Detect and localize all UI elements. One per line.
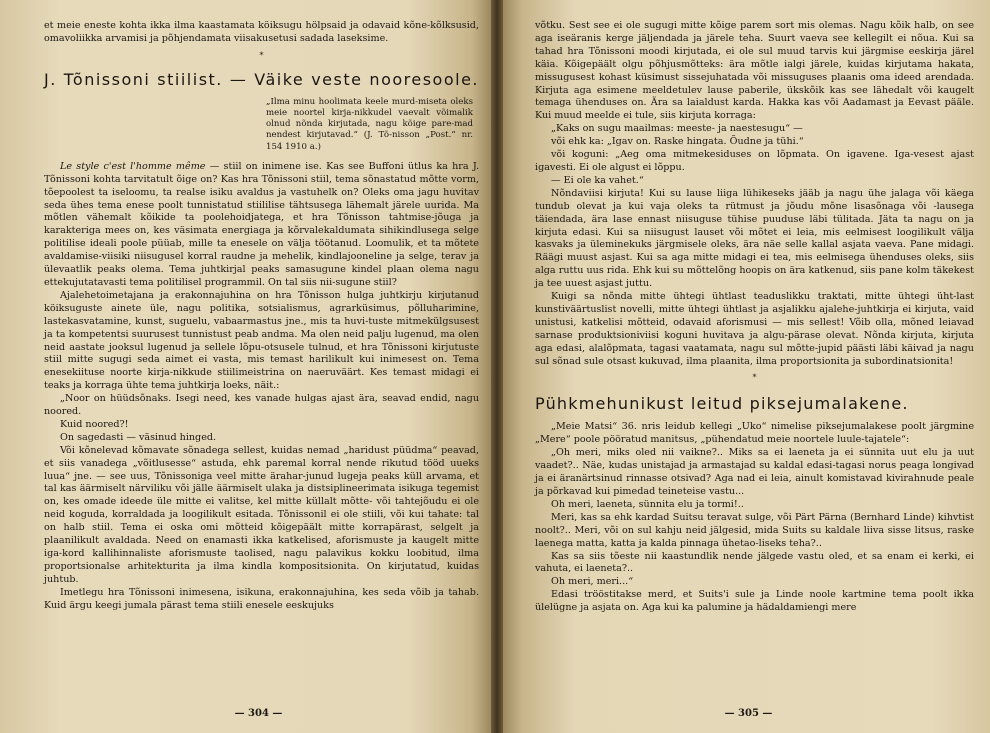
body-paragraph: Kuigi sa nõnda mitte ühtegi ühtlast teaduslikku traktati, mitte ühtegi üht-last kunstiväärtuslist novelli, mitte ühtegi ühtlast ja asjalikku ajalehe-juhtkirja ei kirjuta, vaid unistusi, katkelisi mõtteid, odavaid aforismusi — mis sellest! Võib olla, mõned leiavad sarnase produktsioniviisi koguni huvitava ja algu-pärase olevat. Nõnda kirjuta, kirjuta aga edasi, alalõpmata, tagasi vaatamata, nagu sul mõtte-jupid päästi läbi käivad ja nagu sul sõnad sule otsast kukuvad, ilma plaanita, ilma proportsionita ja subordinatsionita!	[535, 291, 974, 367]
section-separator: *	[752, 373, 757, 383]
page-number: — 304 —	[234, 708, 283, 719]
body-paragraph: Edasi trööstitakse merd, et Suits'i sule ja Linde noole kartmine tema poolt ikka ülelügne ja asjata on. Aga kui ka palumine ja hädaldamiengi mere	[535, 589, 974, 614]
paragraph-text: — stiil on inimene ise. Kas see Buffoni ütlus ka hra J. Tõnissoni kohta tarvitatult õige on? Kas hra Tõnissoni stiil, tema sõnastatud mõtte vorm, tõepoolest ta iseloomu, ta realse isiku avaldus ja vastuhelk on? Oleks oma jagu huvitav seda ühes tema enese poolt tunnistatud stiililise tähtsusega lähemalt järele uurida. Ma mõtlen vähemalt kõikide ta poolehoidjatega, et hra Tõnisson tahtmise-jõuga ja karakteriga mees on, kes väsimata energiaga ja kõrvalekaldumata sihikindlusega selge politilise ideali poole püüab, mille ta enesele on välja töötanud. Loomulik, et ta mõtete avaldamise-viisiki niisugusel korral raudne ja mehelik, kindlajooneline ja selge, terav ja ülevaatlik peaks olema. Tema juhtkirjal peaks samasugune kindel plaan olema nagu ettekujutatavasti tema politilisel programmil. On tal siis nii-sugune stiil?	[44, 160, 479, 288]
body-paragraph: Kas sa siis tõeste nii kaastundlik nende jälgede vastu oled, et sa enam ei kerki, ei vahuta, ei laeneta?..	[535, 550, 974, 575]
epigraph: „Ilma minu hoolimata keele murd-miseta oleks meie noortel kirja-nikkudel vaevalt võimalik olnud nõnda kirjutada, nagu kõige pare-mad nendest kirjutavad.“ (J. Tõ-nisson „Post.“ nr. 154 1910 a.)	[266, 96, 473, 152]
quote-line: Kuid noored?!	[60, 418, 129, 430]
body-paragraph: „Meie Matsi“ 36. nris leidub kellegi „Uko“ nimelise piksejumalakese poolt järgmine „Mere“ poole pööratud manitsus, „pühendatud meie noortele luule-tajatele“:	[535, 421, 974, 446]
section-separator: *	[259, 50, 264, 60]
article-title: J. Tõnissoni stiilist. — Väike veste nooresoole.	[44, 69, 479, 89]
right-page	[497, 0, 990, 733]
italic-lead: Le style c'est l'homme même	[60, 160, 206, 172]
body-paragraph	[44, 161, 479, 290]
article-title: Pühkmehunikust leitud piksejumalakene.	[535, 394, 909, 414]
body-paragraph: võtku. Sest see ei ole sugugi mitte kõige parem sort mis olemas. Nagu kõik halb, on see aga iseäranis kerge jäljendada ja järele teha. Suurt vaeva see kellegilt ei nõua. Kui sa tahad hra Tõnissoni moodi kirjutada, ei ole sul muud tarvis kui järgmise eeskirja järel käia. Kõigepäält olgu põhjusmõtteks: ära mõtle ialgi järele, kuidas kirjutama hakata, missugusest kohast küsimust sissejuhatada või missuguses plaanis oma ideed arendada. Kirjuta aga esimene meeldetulev lause paberile, ükskõik kas see lähedalt või kaugelt temaga ühenduses on. Ära sa laialdust karda. Hakka kas või Aadamast ja Eevast pääle. Kui muud meelde ei tule, siis kirjuta korraga:	[535, 20, 974, 122]
body-paragraph: Oh meri, meri...“	[551, 576, 634, 588]
body-paragraph: Oh meri, laeneta, sünnita elu ja tormi!..	[551, 498, 744, 510]
page-number: — 305 —	[724, 708, 773, 719]
quote-line: „Noor on hüüdsõnaks. Isegi need, kes vanade hulgas ajast ära, seavad endid, nagu noored.	[44, 393, 479, 418]
intro-paragraph: et meie eneste kohta ikka ilma kaastamata köiksugu hölpsaid ja odavaid kõne-kõlksusid, omavoliikka arvamisi ja põhjendamata viisakusetusi sadada laseksime.	[44, 20, 479, 44]
body-paragraph: Ajalehetoimetajana ja erakonnajuhina on hra Tõnisson hulga juhtkirju kirjutanud köiksuguste ainete üle, nagu politika, sotsialismus, agrarküsimus, põlluharimine, lastekasvatamine, kunst, suguelu, vabaarmastus jne., mis ta huvi-tuste mitmekülgsusest ja ta kompetentsi suurusest tunnistust peab andma. Ma olen neid palju lugenud, ma olen neid aastate jooksul lugenud ja sellele lõpu-otsusele tulnud, et hra Tõnissoni kirjutuste stiil mitte sugugi seda aimet ei vasta, mis temast harilikult kui inimesest on. Tema enesekiituse noorte kirja-nikkude stiilimeistrina on naeruväärt. Kes temast midagi ei teaks ja korraga ühte tema juhtkirja loeks, näit.:	[44, 289, 479, 392]
body-paragraph: Imetlegu hra Tõnissoni inimesena, isikuna, erakonnajuhina, kes seda võib ja tahab. Kuid ärgu keegi jumala pärast tema stiili enesele eeskujuks	[44, 586, 479, 611]
body-paragraph: Nõndaviisi kirjuta! Kui su lause liiga lühikeseks jääb ja nagu ühe jalaga või käega tundub olevat ja kui vaja oleks ta rütmust ja jõudu mõne lisasõnaga või -lausega täiendada, ära lase ennast niisuguse tühise puuduse läbi tülitada. Jäta ta nagu on ja kirjuta edasi. Kui sa niisugust lauset või mõtet ei leia, mis eelmisest loogilikult välja kasvaks ja üleminekuks järgmisele oleks, ära näe selle kallal asjata vaeva. Pane midagi. Räägi muust asjast. Kui sa aga mitte midagi ei tea, mis eelmisega ühenduses oleks, siis alga ruttu uus rida. Ehk kui su mõttelõng hoopis on ära katkenud, siis pane kolm täkekest ja tee uuest asjast juttu.	[535, 187, 974, 290]
body-paragraph: Meri, kas sa ehk kardad Suitsu teravat sulge, või Pärt Pärna (Bernhard Linde) kihvtist noolt?.. Meri, või on sul kahju neid jälgesid, mida Suits su kaldale liiva sisse litsus, raske laenega matta, katta ja kalda pinnaga ühetao-liseks teha?..	[535, 511, 974, 549]
quote-line: — Ei ole ka vahet.“	[551, 174, 644, 186]
body-paragraph: „Oh meri, miks oled nii vaikne?.. Miks sa ei laeneta ja ei sünnita uut elu ja uut vaadet?.. Näe, kudas unistajad ja armastajad su kaldal edasi-tagasi norus peaga longivad ja ei äranärtsinud rinnasse otsivad? Aga nad ei leia, ainult komistavad kivirahnude peale ja põrkavad kui pimedad teineteise vastu...	[535, 447, 974, 497]
quote-line: või koguni: „Aeg oma mitmekesiduses on lõpmata. On igavene. Iga-vesest ajast igavesti. Ei ole algust ei lõppu.	[535, 149, 974, 173]
book-gutter	[491, 0, 503, 733]
body-paragraph: Või kõnelevad kõmavate sõnadega sellest, kuidas nemad „haridust püüdma“ peavad, et siis vanadega „võitlusesse“ astuda, ehk paremal korral nende rikutud tööd uueks luua“ jne. — see uus, Tõnissoniga veel mitte ärahar-junud lugeja peaks küll arvama, et tal kas äärmiselt närviliku või jälle äärmiselt ulaka ja distsiplineerimata isikuga tegemist on, kes omade ideede üle mitte ei valitse, kel mitte küllalt mõtte- või tahtejõudu ei ole neid koguda, korraldada ja loogilikult esitada. Tõnissonil ei ole stiili, või kui tahate: tal on halb stiil. Tema ei oska omi mõtteid kõigepäält mitte korrapärast, selgelt ja plaanilikult avaldada. Need on enamasti ikka katkelised, aforismuste ja kaugelt mitte iga-kord kallihinnaliste aforismuste taolised, nagu palavikus kokku loobitud, ilma proportsionalse arhitekturita ja ilma kindla kompositsionita. On kirjutatud, kuidas juhtub.	[44, 444, 479, 585]
quote-line: või ehk ka: „Igav on. Raske hingata. Õudne ja tühi.“	[551, 136, 804, 148]
quote-line: „Kaks on sugu maailmas: meeste- ja naestesugu“ —	[551, 123, 803, 135]
quote-line: On sagedasti — väsinud hinged.	[60, 431, 217, 443]
